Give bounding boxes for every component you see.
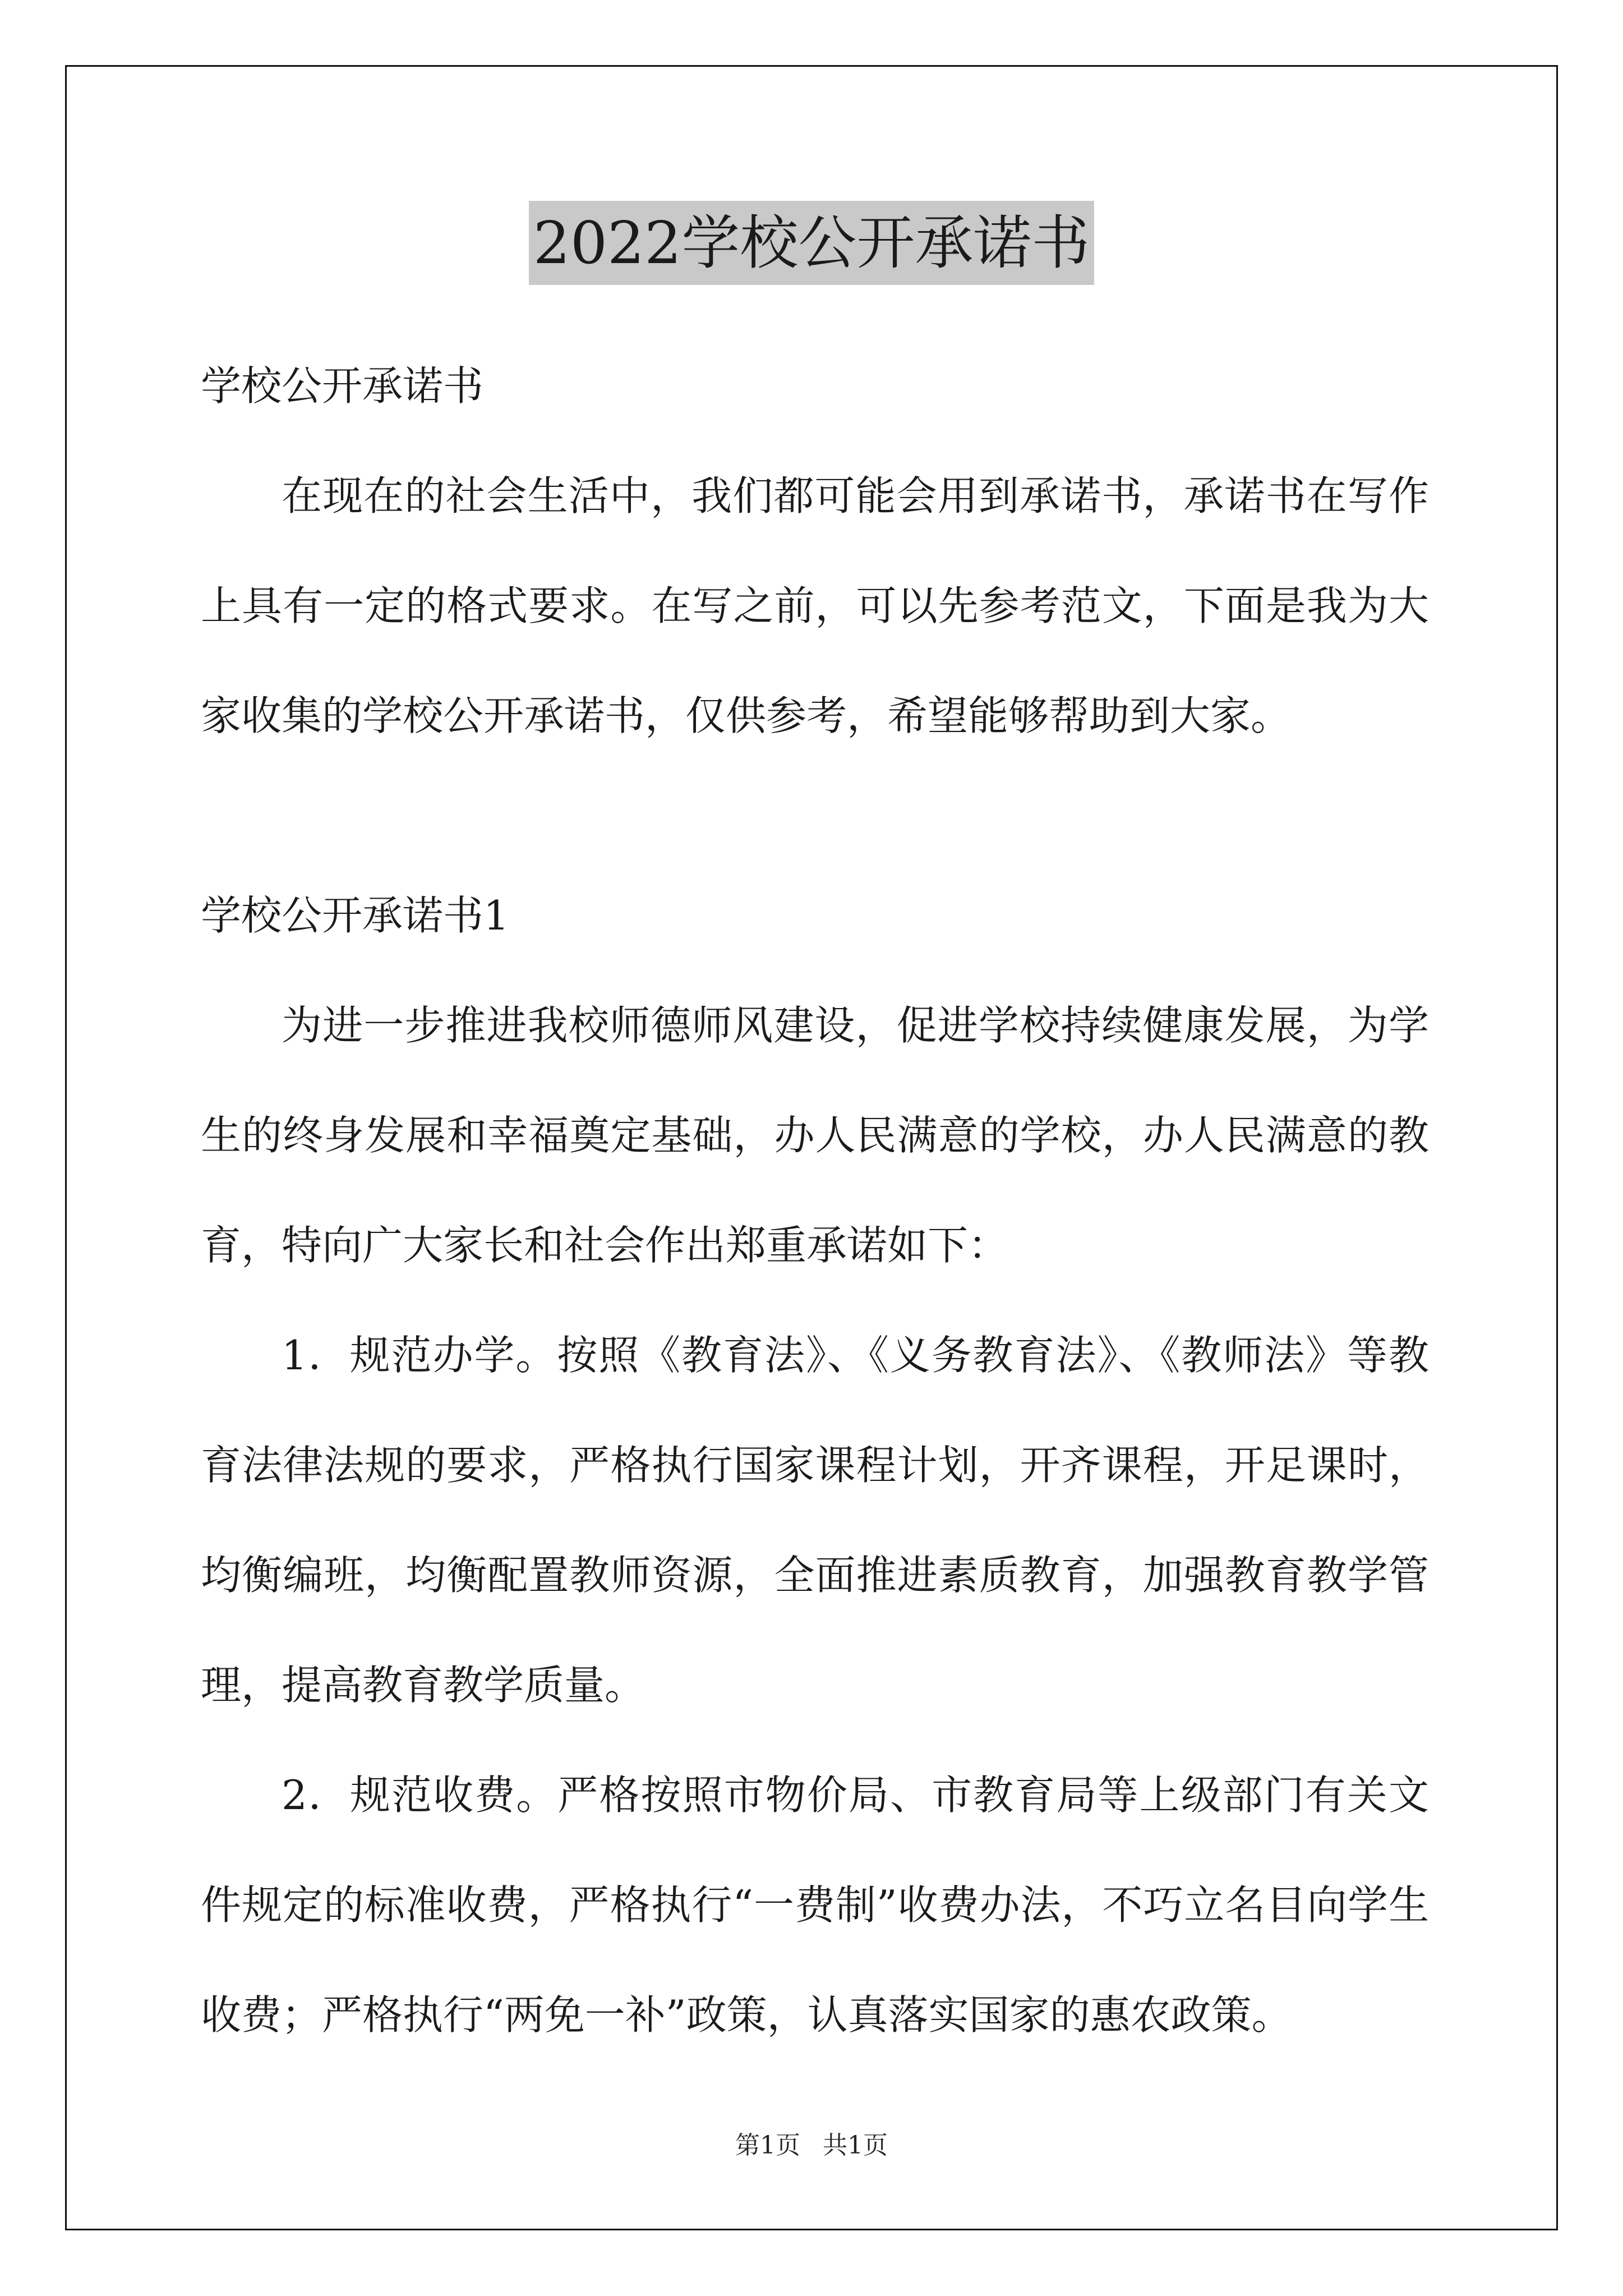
intro-paragraph: 在现在的社会生活中，我们都可能会用到承诺书，承诺书在写作上具有一定的格式要求。在写之前，可以先参考范文，下面是我为大家收集的学校公开承诺书，仅供参考，希望能够帮助到大家。 <box>201 472 1429 739</box>
body-paragraph: 为进一步推进我校师德师风建设，促进学校持续健康发展，为学生的终身发展和幸福奠定基础，办人民满意的学校，办人民满意的教育，特向广大家长和社会作出郑重承诺如下： <box>201 1002 1429 1269</box>
section-heading: 学校公开承诺书 <box>201 362 484 409</box>
section-heading: 学校公开承诺书1 <box>201 892 509 939</box>
document-title-text: 2022学校公开承诺书 <box>529 201 1095 285</box>
page-total: 共1页 <box>823 2131 888 2160</box>
body-paragraph: 2．规范收费。严格按照市物价局、市教育局等上级部门有关文件规定的标准收费，严格执行“一费制”收费办法，不巧立名目向学生收费；严格执行“两免一补”政策，认真落实国家的惠农政策。 <box>201 1772 1429 2039</box>
section-spacer <box>201 771 1429 861</box>
page-number: 第1页 <box>735 2131 800 2160</box>
page-footer <box>0 2129 1623 2162</box>
document-body <box>201 331 1429 2070</box>
document-title <box>0 201 1623 285</box>
body-paragraph: 1．规范办学。按照《教育法》、《义务教育法》、《教师法》等教育法律法规的要求，严格执行国家课程计划，开齐课程，开足课时，均衡编班，均衡配置教师资源，全面推进素质教育，加强教育教学管理，提高教育教学质量。 <box>201 1332 1429 1709</box>
